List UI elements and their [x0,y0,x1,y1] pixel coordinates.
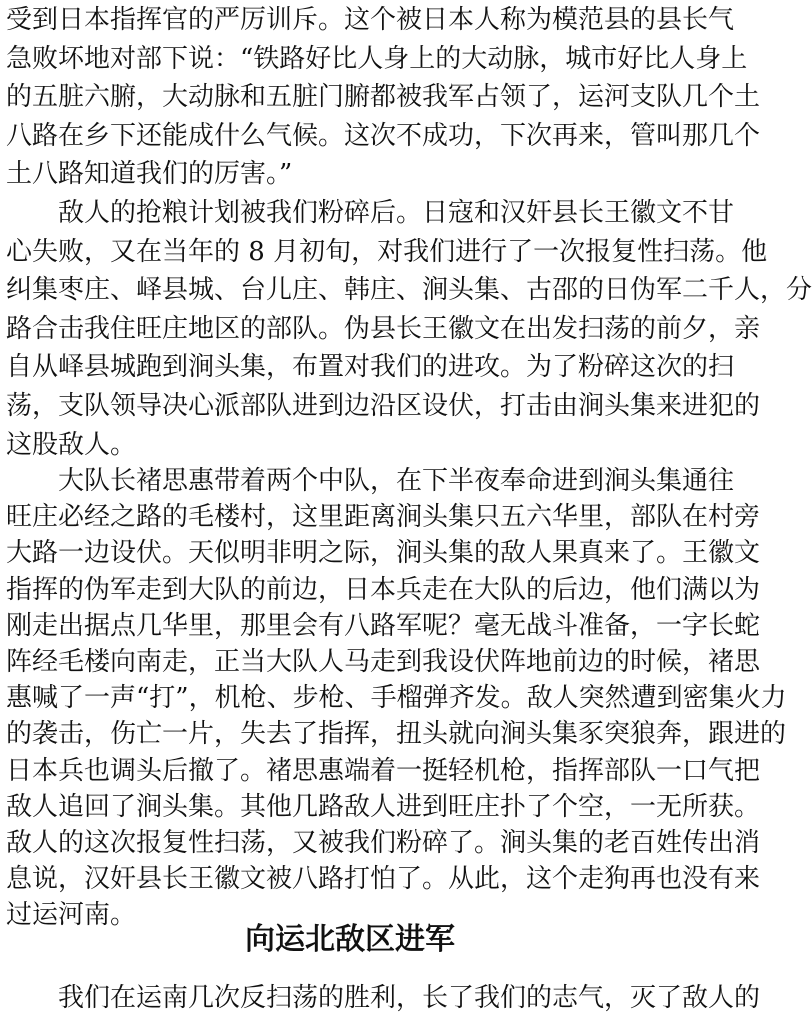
text-line: 八路在乡下还能成什么气候。这次不成功，下次再来，管叫那几个 [6,121,761,151]
text-line: 荡，支队领导决心派部队进到边沿区设伏，打击由涧头集来进犯的 [6,391,761,421]
text-line: 大路一边设伏。天似明非明之际，涧头集的敌人果真来了。王徽文 [6,538,761,568]
text-line: 我们在运南几次反扫荡的胜利，长了我们的志气，灭了敌人的 [58,983,761,1013]
text-line: 过运河南。 [6,900,137,930]
text-line: 的五脏六腑，大动脉和五脏门腑都被我军占领了，运河支队几个土 [6,82,761,112]
text-line: 自从峄县城跑到涧头集，布置对我们的进攻。为了粉碎这次的扫 [6,352,735,382]
text-line: 土八路知道我们的厉害。” [6,159,293,189]
text-line: 急败坏地对部下说：“铁路好比人身上的大动脉，城市好比人身上 [6,44,748,74]
text-line: 敌人追回了涧头集。其他几路敌人进到旺庄扑了个空，一无所获。 [6,792,761,822]
text-line: 的袭击，伤亡一片，失去了指挥，扭头就向涧头集豕突狼奔，跟进的 [6,719,787,749]
text-line: 这股敌人。 [6,430,137,460]
text-line: 指挥的伪军走到大队的前边，日本兵走在大队的后边，他们满以为 [6,575,761,605]
text-line: 路合击我住旺庄地区的部队。伪县长王徽文在出发扫荡的前夕，亲 [6,314,761,344]
text-line: 旺庄必经之路的毛楼村，这里距离涧头集只五六华里，部队在村旁 [6,502,761,532]
text-line: 日本兵也调头后撤了。褚思惠端着一挺轻机枪，指挥部队一口气把 [6,756,761,786]
text-line: 阵经毛楼向南走，正当大队人马走到我设伏阵地前边的时候，褚思 [6,647,761,677]
text-line: 刚走出据点几华里，那里会有八路军呢？毫无战斗准备，一字长蛇 [6,611,761,641]
text-line: 敌人的抢粮计划被我们粉碎后。日寇和汉奸县长王徽文不甘 [58,198,735,228]
text-line: 纠集枣庄、峄县城、台儿庄、韩庄、涧头集、古邵的日伪军二千人，分 [6,275,812,305]
text-line: 敌人的这次报复性扫荡，又被我们粉碎了。涧头集的老百姓传出消 [6,828,761,858]
text-line: 惠喊了一声“打”，机枪、步枪、手榴弹齐发。敌人突然遭到密集火力 [6,683,787,713]
section-heading: 向运北敌区进军 [245,922,455,957]
text-line: 息说，汉奸县长王徽文被八路打怕了。从此，这个走狗再也没有来 [6,864,761,894]
text-line: 大队长褚思惠带着两个中队，在下半夜奉命进到涧头集通往 [58,466,735,496]
text-line: 心失败，又在当年的 8 月初旬，对我们进行了一次报复性扫荡。他 [6,237,768,267]
text-line: 受到日本指挥官的严厉训斥。这个被日本人称为模范县的县长气 [6,5,735,35]
